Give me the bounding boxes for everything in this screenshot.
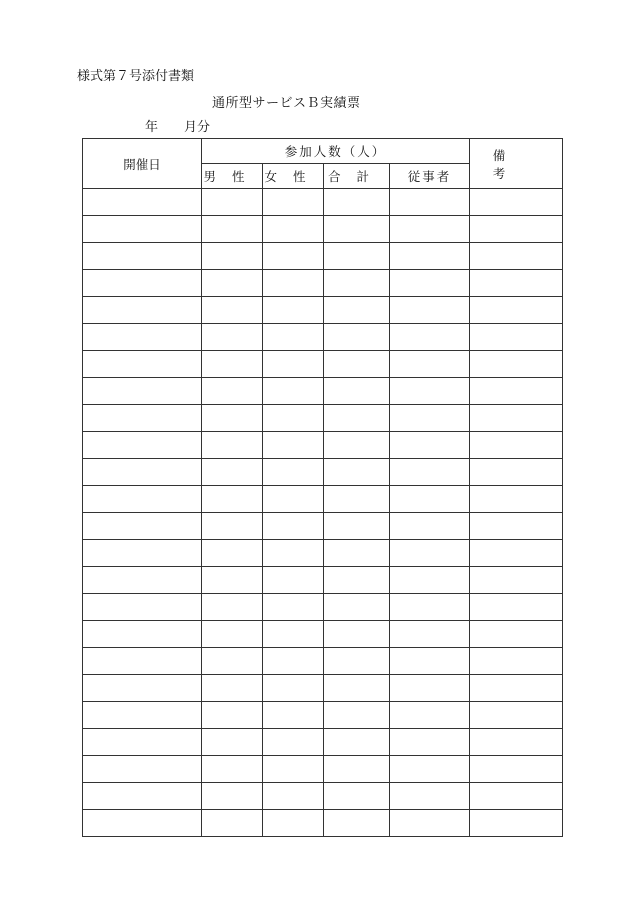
date-cell[interactable]: [83, 675, 202, 702]
total-cell[interactable]: [324, 324, 390, 351]
staff-cell[interactable]: [390, 540, 470, 567]
male-cell[interactable]: [202, 702, 263, 729]
staff-cell[interactable]: [390, 594, 470, 621]
total-cell[interactable]: [324, 486, 390, 513]
table-row: [83, 270, 563, 297]
total-cell[interactable]: [324, 513, 390, 540]
header-participants: 参加人数（人）: [202, 139, 470, 164]
male-cell[interactable]: [202, 486, 263, 513]
remarks-cell[interactable]: [470, 324, 563, 351]
staff-cell[interactable]: [390, 810, 470, 837]
female-cell[interactable]: [263, 405, 324, 432]
remarks-cell[interactable]: [470, 459, 563, 486]
table-row: [83, 513, 563, 540]
total-cell[interactable]: [324, 540, 390, 567]
staff-cell[interactable]: [390, 243, 470, 270]
male-cell[interactable]: [202, 621, 263, 648]
date-cell[interactable]: [83, 405, 202, 432]
date-cell[interactable]: [83, 648, 202, 675]
male-cell[interactable]: [202, 189, 263, 216]
table-row: [83, 810, 563, 837]
header-female: 女性: [263, 164, 324, 189]
remarks-cell[interactable]: [470, 189, 563, 216]
male-cell[interactable]: [202, 243, 263, 270]
date-cell[interactable]: [83, 297, 202, 324]
male-cell[interactable]: [202, 459, 263, 486]
header-remarks: 備考: [470, 139, 563, 189]
female-cell[interactable]: [263, 729, 324, 756]
total-cell[interactable]: [324, 189, 390, 216]
female-cell[interactable]: [263, 675, 324, 702]
female-cell[interactable]: [263, 486, 324, 513]
date-cell[interactable]: [83, 189, 202, 216]
remarks-cell[interactable]: [470, 351, 563, 378]
date-cell[interactable]: [83, 729, 202, 756]
total-cell[interactable]: [324, 702, 390, 729]
total-cell[interactable]: [324, 459, 390, 486]
date-cell[interactable]: [83, 324, 202, 351]
staff-cell[interactable]: [390, 270, 470, 297]
remarks-cell[interactable]: [470, 756, 563, 783]
date-cell[interactable]: [83, 351, 202, 378]
remarks-cell[interactable]: [470, 432, 563, 459]
table-row: [83, 540, 563, 567]
female-cell[interactable]: [263, 567, 324, 594]
header-staff: 従事者: [390, 164, 470, 189]
remarks-cell[interactable]: [470, 486, 563, 513]
female-cell[interactable]: [263, 459, 324, 486]
table-row: [83, 675, 563, 702]
male-cell[interactable]: [202, 567, 263, 594]
male-cell[interactable]: [202, 540, 263, 567]
table-row: [83, 783, 563, 810]
table-row: [83, 648, 563, 675]
table-row: [83, 189, 563, 216]
staff-cell[interactable]: [390, 783, 470, 810]
form-number: 様式第７号添付書類: [77, 69, 195, 84]
staff-cell[interactable]: [390, 513, 470, 540]
remarks-cell[interactable]: [470, 702, 563, 729]
date-cell[interactable]: [83, 216, 202, 243]
male-cell[interactable]: [202, 216, 263, 243]
date-cell[interactable]: [83, 702, 202, 729]
total-cell[interactable]: [324, 756, 390, 783]
total-cell[interactable]: [324, 270, 390, 297]
form-title: 通所型サービスＢ実績票: [212, 96, 361, 111]
table-row: [83, 729, 563, 756]
remarks-cell[interactable]: [470, 729, 563, 756]
staff-cell[interactable]: [390, 648, 470, 675]
remarks-cell[interactable]: [470, 648, 563, 675]
staff-cell[interactable]: [390, 459, 470, 486]
remarks-cell[interactable]: [470, 810, 563, 837]
remarks-cell[interactable]: [470, 405, 563, 432]
total-cell[interactable]: [324, 243, 390, 270]
staff-cell[interactable]: [390, 567, 470, 594]
female-cell[interactable]: [263, 189, 324, 216]
remarks-cell[interactable]: [470, 243, 563, 270]
male-cell[interactable]: [202, 810, 263, 837]
date-cell[interactable]: [83, 783, 202, 810]
remarks-cell[interactable]: [470, 513, 563, 540]
female-cell[interactable]: [263, 297, 324, 324]
female-cell[interactable]: [263, 648, 324, 675]
female-cell[interactable]: [263, 756, 324, 783]
staff-cell[interactable]: [390, 486, 470, 513]
total-cell[interactable]: [324, 621, 390, 648]
table-row: [83, 486, 563, 513]
table-row: [83, 324, 563, 351]
total-cell[interactable]: [324, 378, 390, 405]
staff-cell[interactable]: [390, 216, 470, 243]
date-cell[interactable]: [83, 810, 202, 837]
male-cell[interactable]: [202, 513, 263, 540]
male-cell[interactable]: [202, 270, 263, 297]
female-cell[interactable]: [263, 702, 324, 729]
staff-cell[interactable]: [390, 189, 470, 216]
table-row: [83, 351, 563, 378]
table-row: [83, 297, 563, 324]
remarks-cell[interactable]: [470, 594, 563, 621]
staff-cell[interactable]: [390, 729, 470, 756]
record-table: [82, 138, 563, 837]
total-cell[interactable]: [324, 297, 390, 324]
remarks-cell[interactable]: [470, 783, 563, 810]
remarks-cell[interactable]: [470, 675, 563, 702]
remarks-cell[interactable]: [470, 216, 563, 243]
total-cell[interactable]: [324, 648, 390, 675]
period-line: [145, 120, 210, 136]
date-cell[interactable]: [83, 540, 202, 567]
staff-cell[interactable]: [390, 432, 470, 459]
female-cell[interactable]: [263, 270, 324, 297]
staff-cell[interactable]: [390, 756, 470, 783]
date-cell[interactable]: [83, 756, 202, 783]
remarks-cell[interactable]: [470, 297, 563, 324]
total-cell[interactable]: [324, 351, 390, 378]
male-cell[interactable]: [202, 594, 263, 621]
table-row: [83, 621, 563, 648]
male-cell[interactable]: [202, 297, 263, 324]
date-cell[interactable]: [83, 621, 202, 648]
total-cell[interactable]: [324, 594, 390, 621]
staff-cell[interactable]: [390, 702, 470, 729]
remarks-cell[interactable]: [470, 378, 563, 405]
staff-cell[interactable]: [390, 324, 470, 351]
total-cell[interactable]: [324, 810, 390, 837]
staff-cell[interactable]: [390, 351, 470, 378]
female-cell[interactable]: [263, 513, 324, 540]
header-date: 開催日: [83, 139, 202, 189]
table-row: [83, 243, 563, 270]
female-cell[interactable]: [263, 810, 324, 837]
total-cell[interactable]: [324, 729, 390, 756]
table-row: [83, 378, 563, 405]
female-cell[interactable]: [263, 216, 324, 243]
female-cell[interactable]: [263, 783, 324, 810]
total-cell[interactable]: [324, 216, 390, 243]
header-total: 合計: [324, 164, 390, 189]
date-cell[interactable]: [83, 459, 202, 486]
header-male: 男性: [202, 164, 263, 189]
male-cell[interactable]: [202, 783, 263, 810]
staff-cell[interactable]: [390, 297, 470, 324]
date-cell[interactable]: [83, 594, 202, 621]
date-cell[interactable]: [83, 270, 202, 297]
total-cell[interactable]: [324, 405, 390, 432]
female-cell[interactable]: [263, 243, 324, 270]
remarks-cell[interactable]: [470, 621, 563, 648]
female-cell[interactable]: [263, 621, 324, 648]
date-cell[interactable]: [83, 486, 202, 513]
table-row: [83, 216, 563, 243]
month-label: 月分: [184, 120, 211, 135]
staff-cell[interactable]: [390, 675, 470, 702]
male-cell[interactable]: [202, 324, 263, 351]
total-cell[interactable]: [324, 783, 390, 810]
table-row: [83, 594, 563, 621]
date-cell[interactable]: [83, 513, 202, 540]
staff-cell[interactable]: [390, 405, 470, 432]
remarks-cell[interactable]: [470, 270, 563, 297]
date-cell[interactable]: [83, 432, 202, 459]
record-rows: [83, 189, 563, 837]
year-label: 年: [145, 120, 159, 135]
date-cell[interactable]: [83, 567, 202, 594]
staff-cell[interactable]: [390, 378, 470, 405]
female-cell[interactable]: [263, 378, 324, 405]
male-cell[interactable]: [202, 351, 263, 378]
date-cell[interactable]: [83, 378, 202, 405]
table-row: [83, 702, 563, 729]
female-cell[interactable]: [263, 594, 324, 621]
male-cell[interactable]: [202, 729, 263, 756]
male-cell[interactable]: [202, 378, 263, 405]
table-row: [83, 459, 563, 486]
male-cell[interactable]: [202, 756, 263, 783]
table-row: [83, 567, 563, 594]
remarks-cell[interactable]: [470, 540, 563, 567]
male-cell[interactable]: [202, 432, 263, 459]
female-cell[interactable]: [263, 540, 324, 567]
table-row: [83, 756, 563, 783]
remarks-cell[interactable]: [470, 567, 563, 594]
total-cell[interactable]: [324, 567, 390, 594]
female-cell[interactable]: [263, 351, 324, 378]
male-cell[interactable]: [202, 405, 263, 432]
table-row: [83, 405, 563, 432]
male-cell[interactable]: [202, 648, 263, 675]
date-cell[interactable]: [83, 243, 202, 270]
male-cell[interactable]: [202, 675, 263, 702]
total-cell[interactable]: [324, 432, 390, 459]
staff-cell[interactable]: [390, 621, 470, 648]
female-cell[interactable]: [263, 324, 324, 351]
table-row: [83, 432, 563, 459]
total-cell[interactable]: [324, 675, 390, 702]
female-cell[interactable]: [263, 432, 324, 459]
